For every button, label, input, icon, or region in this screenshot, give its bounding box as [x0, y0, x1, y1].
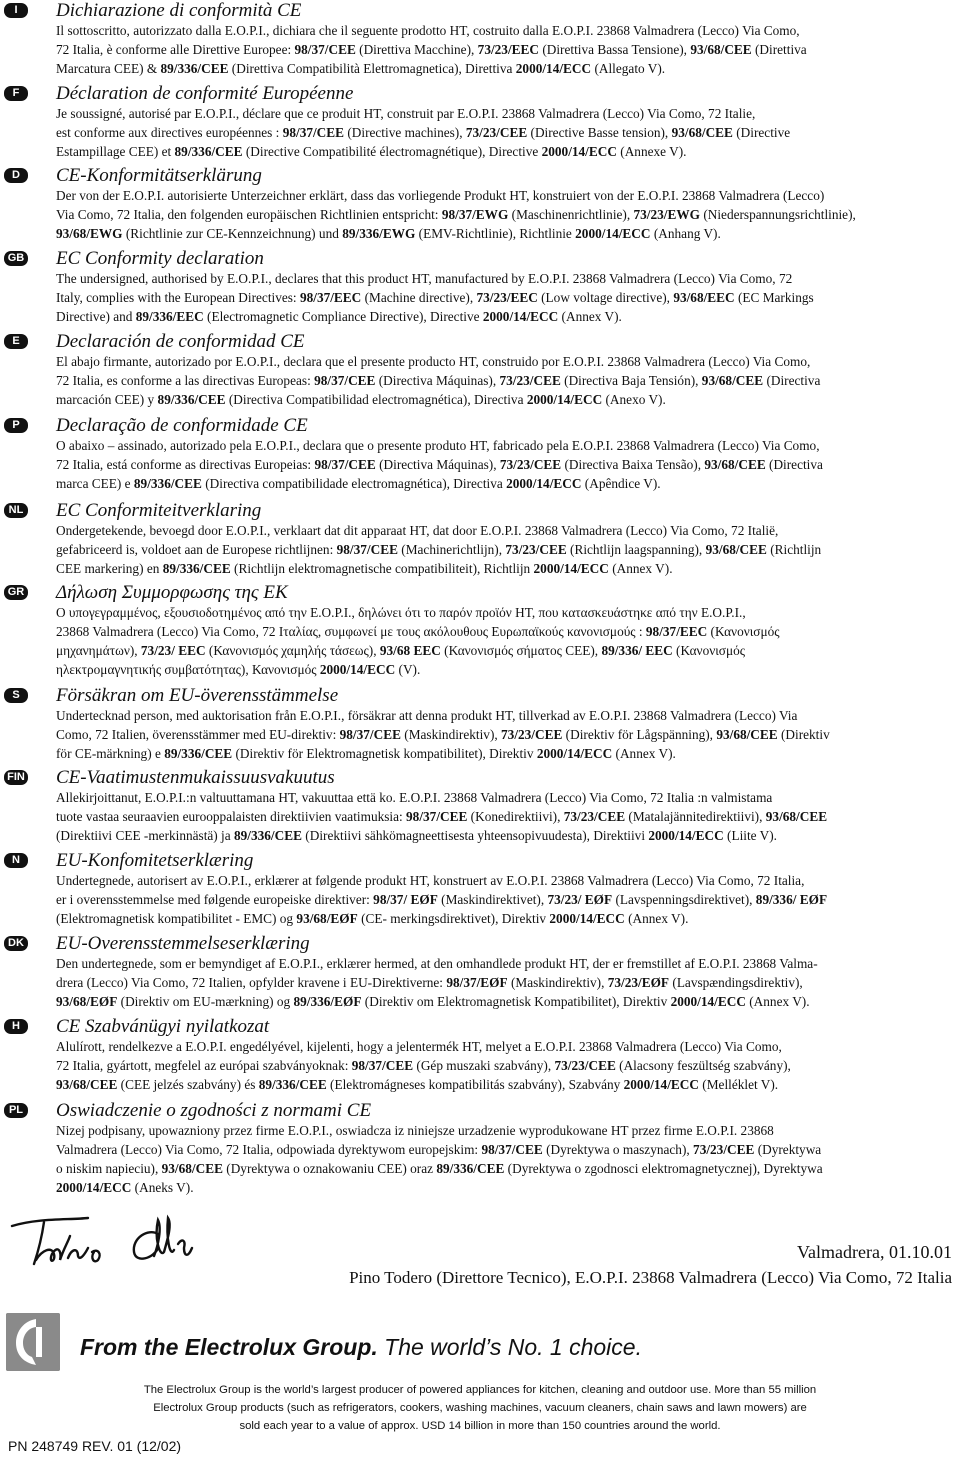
- directive-code: 93/68/EØF: [56, 994, 118, 1009]
- directive-code: 89/336/ EØF: [755, 892, 828, 907]
- body-text: (Direktiv: [777, 727, 830, 742]
- section-body: [56, 352, 940, 409]
- section-body: [56, 436, 940, 493]
- directive-code: 2000/14/ECC: [506, 476, 582, 491]
- body-text: Nizej podpisany, upowazniony przez firme E.O.P.I., oswiadcza iz niniejsze urzadzenie wyprodukowane HT przez firme E.O.P.I. 23868: [56, 1123, 774, 1138]
- section-body: [56, 788, 940, 845]
- declaration-section: [0, 500, 960, 578]
- body-text: (Κανονισμός: [707, 624, 780, 639]
- body-text: (Κανονισμός σήματος CEE),: [440, 643, 602, 658]
- body-text: (Directive: [732, 125, 791, 140]
- body-text: (Directiva Máquinas),: [375, 457, 500, 472]
- body-text: (Annexe V).: [616, 144, 687, 159]
- tagline-rest: The world’s No. 1 choice.: [377, 1334, 642, 1360]
- body-line: [56, 40, 807, 59]
- body-text: 72 Italia, è conforme alle Direttive Europee:: [56, 42, 295, 57]
- language-badge: E: [4, 334, 28, 349]
- language-badge: P: [4, 418, 28, 433]
- language-badge: GR: [4, 585, 28, 600]
- directive-code: 2000/14/ECC: [623, 1077, 699, 1092]
- body-text: Je soussigné, autorisé par E.O.P.I., déclare que ce produit HT, construit par E.O.P.I. 23868 Valmadrera (Lecco) Via Como, 72 Italie,: [56, 106, 756, 121]
- body-text: (Dyrektywa: [754, 1142, 822, 1157]
- body-text: drera (Lecco) Via Como, 72 Italien, opfylder kravene i EU-Direktiverne:: [56, 975, 447, 990]
- section-title: CE Szabvánügyi nyilatkozat: [56, 1016, 270, 1037]
- body-text: (Apêndice V).: [581, 476, 661, 491]
- directive-code: 73/23/CEE: [693, 1142, 755, 1157]
- directive-code: 98/37/CEE: [314, 457, 376, 472]
- language-badge: NL: [4, 503, 28, 518]
- directive-code: 98/37/EØF: [446, 975, 508, 990]
- language-badge: DK: [4, 936, 28, 951]
- declaration-section: [0, 685, 960, 763]
- body-line: [56, 1140, 821, 1159]
- blurb-line: sold each year to a value of approx. USD 14 billion in more than 150 countries around the world.: [239, 1420, 721, 1432]
- body-text: Como, 72 Italien, överensstämmer med EU-direktiv:: [56, 727, 340, 742]
- body-text: (Directive Basse tension),: [527, 125, 672, 140]
- body-text: (Annex V).: [612, 746, 676, 761]
- body-text: (Direttiva Compatibilità Elettromagnetica), Direttiva: [228, 61, 516, 76]
- body-text: (Liite V).: [723, 828, 778, 843]
- directive-code: 2000/14/ECC: [515, 61, 592, 76]
- footer-blurb: [70, 1381, 890, 1435]
- directive-code: 89/336/EWG: [342, 226, 416, 241]
- body-line: [56, 1159, 823, 1178]
- section-title: Försäkran om EU-överensstämmelse: [56, 685, 339, 706]
- body-text: 72 Italia, está conforme as directivas Europeias:: [56, 457, 315, 472]
- section-body: [56, 269, 940, 326]
- body-line: [56, 954, 818, 973]
- body-line: [56, 603, 746, 622]
- section-body: [56, 603, 940, 679]
- body-text: (Directiva: [763, 373, 821, 388]
- section-body: [56, 954, 940, 1011]
- body-line: [56, 186, 824, 205]
- directive-code: 98/37/EEC: [299, 290, 362, 305]
- body-text: Allekirjoittanut, E.O.P.I.:n valtuuttamana HT, vakuuttaa että ko. E.O.P.I. 23868 Valmadrera (Lecco) Via Como, 72 Italia :n valmistama: [56, 790, 773, 805]
- body-text: (Richtlijn: [766, 542, 822, 557]
- section-title: EU-Konfomitetserklæring: [56, 850, 254, 871]
- directive-code: 73/23/ EØF: [547, 892, 613, 907]
- body-text: (Richtlinie zur CE-Kennzeichnung) und: [122, 226, 343, 241]
- body-text: (Aneks V).: [131, 1180, 194, 1195]
- body-line: [56, 909, 688, 928]
- body-line: [56, 455, 823, 474]
- directive-code: 73/23/CEE: [554, 1058, 616, 1073]
- body-text: O abaixo – assinado, autorizado pela E.O.P.I., declara que o presente produto HT, fabricado pela E.O.P.I. 23868 Valmadrera (Lecco) Via Como,: [56, 438, 820, 453]
- directive-code: 98/37/CEE: [406, 809, 468, 824]
- electrolux-logo-icon: [6, 1313, 60, 1371]
- body-text: er i overensstemmelse med følgende europeiske direktiver:: [56, 892, 374, 907]
- directive-code: 89/336/EØF: [293, 994, 362, 1009]
- body-text: Italy, complies with the European Directives:: [56, 290, 300, 305]
- body-text: (Annex V).: [624, 911, 689, 926]
- declaration-section: [0, 933, 960, 1011]
- body-text: (Directive Compatibilité électromagnétique), Directive: [242, 144, 542, 159]
- body-text: (Directive machines),: [344, 125, 466, 140]
- section-title: Declaração de conformidade CE: [56, 415, 308, 436]
- body-text: (Dyrektywa o maszynach),: [542, 1142, 694, 1157]
- directive-code: 2000/14/ECC: [549, 911, 625, 926]
- body-text: Via Como, 72 Italia, den folgenden europäischen Richtlinien entspricht:: [56, 207, 442, 222]
- body-line: [56, 744, 676, 763]
- section-body: [56, 104, 940, 161]
- body-text: (Directiva: [765, 457, 823, 472]
- directive-code: 73/23/EØF: [607, 975, 670, 990]
- section-body: [56, 706, 940, 763]
- body-text: (EC Markings: [734, 290, 814, 305]
- directive-code: 73/23/EEC: [477, 42, 539, 57]
- section-title: EU-Overensstemmelseserklæring: [56, 933, 310, 954]
- directive-code: 2000/14/ECC: [319, 662, 396, 677]
- body-text: tuote vastaa seuraavien eurooppalaisten direktiivien vaatimuksia:: [56, 809, 407, 824]
- body-line: [56, 269, 792, 288]
- body-text: (Directiva compatibilidade electromagnética), Directiva: [201, 476, 507, 491]
- body-text: (Maskindirektivet),: [437, 892, 548, 907]
- body-text: Directive) and: [56, 309, 136, 324]
- body-line: [56, 807, 827, 826]
- body-text: Valmadrera (Lecco) Via Como, 72 Italia, odpowiada dyrektywom europejskim:: [56, 1142, 482, 1157]
- section-body: [56, 1121, 940, 1197]
- directive-code: 93/68/CEE: [701, 373, 764, 388]
- directive-code: 89/336/CEE: [162, 561, 231, 576]
- body-text: (Κανονισμός: [672, 643, 746, 658]
- body-text: (Electromagnetic Compliance Directive), Directive: [203, 309, 483, 324]
- body-text: (Konedirektiivi),: [467, 809, 564, 824]
- directive-code: 2000/14/ECC: [670, 994, 746, 1009]
- body-text: (Κανονισμός χαμηλής τάσεως),: [205, 643, 380, 658]
- section-body: [56, 186, 940, 243]
- tagline-strong: From the Electrolux Group.: [80, 1334, 378, 1360]
- body-text: (Annex V).: [558, 309, 622, 324]
- body-text: (Richtlijn laagspanning),: [566, 542, 706, 557]
- body-text: (Directiva Máquinas),: [375, 373, 500, 388]
- directive-code: 93/68/EEC: [673, 290, 735, 305]
- body-line: [56, 1056, 791, 1075]
- language-badge: D: [4, 168, 28, 183]
- directive-code: 73/23/ EEC: [140, 643, 206, 658]
- body-text: (Dyrektywa o oznakowaniu CEE) oraz: [222, 1161, 437, 1176]
- body-text: (Machinerichtlijn),: [397, 542, 506, 557]
- body-text: (Richtlijn elektromagnetische compatibiliteit), Richtlijn: [230, 561, 534, 576]
- body-text: (EMV-Richtlinie), Richtlinie: [415, 226, 576, 241]
- body-text: (Direttiva: [751, 42, 807, 57]
- blurb-line: Electrolux Group products (such as refrigerators, cookers, washing machines, vacuum cleaners, chain saws and lawn mowers) are: [153, 1402, 807, 1414]
- body-text: Ondergetekende, bevoegd door E.O.P.I., verklaart dat dit apparaat HT, dat door E.O.P.I. 23868 Valmadrera (Lecco) Via Como, 72 Italië,: [56, 523, 779, 538]
- directive-code: 98/37/CEE: [351, 1058, 414, 1073]
- directive-code: 98/37/CEE: [339, 727, 401, 742]
- body-text: (Maskindirektiv),: [400, 727, 502, 742]
- directive-code: 98/37/CEE: [336, 542, 398, 557]
- body-text: Der von der E.O.P.I. autorisierte Unterzeichner erklärt, dass das vorliegende Produkt HT, konstruiert von der E.O.P.I. 23868 Valmadrera (Lecco): [56, 188, 825, 203]
- directive-code: 73/23/EEC: [476, 290, 538, 305]
- body-text: (Lavspændingsdirektiv),: [669, 975, 803, 990]
- body-line: [56, 540, 821, 559]
- directive-code: 93/68/CEE: [56, 1077, 118, 1092]
- body-text: Den undertegnede, som er bemyndiget af E.O.P.I., erklærer hermed, at den omhandlede produkt HT, der er fremstillet af E.O.P.I. 23868 Valma-: [56, 956, 818, 971]
- body-text: (Anexo V).: [602, 392, 666, 407]
- body-text: 72 Italia, es conforme a las directivas Europeas:: [56, 373, 315, 388]
- body-text: (Melléklet V).: [698, 1077, 779, 1092]
- language-badge: I: [4, 3, 28, 18]
- body-text: (Directiva Baja Tensión),: [560, 373, 702, 388]
- body-line: [56, 660, 420, 679]
- body-text: The undersigned, authorised by E.O.P.I., declares that this product HT, manufactured by E.O.P.I. 23868 Valmadrera (Lecco) Via Como, 72: [56, 271, 793, 286]
- body-text: (Allegato V).: [591, 61, 666, 76]
- directive-code: 93/68 EEC: [379, 643, 441, 658]
- directive-code: 89/336/CEE: [160, 61, 229, 76]
- body-text: (Machine directive),: [361, 290, 477, 305]
- body-line: [56, 123, 790, 142]
- directive-code: 2000/14/ECC: [526, 392, 603, 407]
- body-text: (Gép muszaki szabvány),: [413, 1058, 555, 1073]
- body-text: Alulírott, rendelkezve a E.O.P.I. engedélyével, kijelenti, hogy a jelentermék HT, melyet a E.O.P.I. 23868 Valmadrera (Lecco) Via Como,: [56, 1039, 782, 1054]
- body-text: (Directiva Compatibilidad electromagnética), Directiva: [225, 392, 527, 407]
- directive-code: 98/37/CEE: [282, 125, 345, 140]
- body-line: [56, 21, 800, 40]
- directive-code: 93/68/CEE: [704, 457, 766, 472]
- body-line: [56, 871, 804, 890]
- body-line: [56, 288, 814, 307]
- directive-code: 93/68/EWG: [56, 226, 123, 241]
- place-date: Valmadrera, 01.10.01: [797, 1242, 952, 1262]
- body-text: marcación CEE) y: [56, 392, 158, 407]
- body-line: [56, 352, 810, 371]
- language-badge: PL: [4, 1103, 28, 1118]
- body-line: [56, 390, 666, 409]
- language-badge: F: [4, 86, 28, 101]
- body-text: för CE-märkning) e: [56, 746, 165, 761]
- directive-code: 98/37/CEE: [314, 373, 376, 388]
- body-text: (Dyrektywa o zgodnosci elektromagnetycznej), Dyrektywa: [504, 1161, 823, 1176]
- body-text: (Elektromágneses kompatibilitás szabvány), Szabvány: [326, 1077, 624, 1092]
- body-text: (Lavspenningsdirektivet),: [612, 892, 756, 907]
- body-text: (Alacsony feszültség szabvány),: [615, 1058, 791, 1073]
- body-line: [56, 59, 665, 78]
- directive-code: 73/23/EWG: [633, 207, 700, 222]
- body-text: (Direktiv om EU-mærkning) og: [117, 994, 294, 1009]
- body-text: Il sottoscritto, autorizzato dalla E.O.P.I., dichiara che il seguente prodotto HT, costruito dalla E.O.P.I. 23868 Valmadrera (Lecco) Via Como,: [56, 23, 800, 38]
- directive-code: 89/336/ EEC: [601, 643, 673, 658]
- directive-code: 89/336/CEE: [233, 828, 302, 843]
- body-text: (Anhang V).: [650, 226, 721, 241]
- section-title: EC Conformity declaration: [56, 248, 264, 269]
- body-line: [56, 307, 622, 326]
- directive-code: 89/336/CEE: [258, 1077, 327, 1092]
- body-line: [56, 826, 777, 845]
- body-text: (Elektromagnetisk kompatibilitet - EMC) og: [56, 911, 297, 926]
- directive-code: 93/68/CEE: [716, 727, 778, 742]
- body-text: Estampillage CEE) et: [56, 144, 175, 159]
- section-title: Dichiarazione di conformità CE: [56, 0, 302, 21]
- body-line: [56, 559, 673, 578]
- body-text: (Maskindirektiv),: [507, 975, 608, 990]
- directive-code: 73/23/CEE: [465, 125, 528, 140]
- body-line: [56, 205, 856, 224]
- directive-code: 93/68/CEE: [690, 42, 752, 57]
- directive-code: 73/23/CEE: [563, 809, 626, 824]
- section-title: EC Conformiteitverklaring: [56, 500, 262, 521]
- body-text: (CE- merkingsdirektivet), Direktiv: [357, 911, 550, 926]
- directive-code: 93/68/CEE: [765, 809, 828, 824]
- body-text: marca CEE) e: [56, 476, 134, 491]
- blurb-line: The Electrolux Group is the world’s largest producer of powered appliances for kitchen, cleaning and outdoor use. More than 55 million: [143, 1384, 817, 1396]
- directive-code: 93/68/EØF: [296, 911, 358, 926]
- handwritten-signature: [8, 1208, 238, 1270]
- body-text: (Direttiva Macchine),: [355, 42, 478, 57]
- directive-code: 93/68/CEE: [161, 1161, 223, 1176]
- declaration-section: [0, 165, 960, 243]
- declaration-section: [0, 767, 960, 845]
- body-text: (Matalajännitedirektiivi),: [625, 809, 766, 824]
- directive-code: 89/336/EEC: [135, 309, 204, 324]
- body-text: (Maschinenrichtlinie),: [508, 207, 634, 222]
- declaration-section: [0, 1016, 960, 1094]
- section-title: CE-Vaatimustenmukaissuusvakuutus: [56, 767, 335, 788]
- body-text: (Annex V).: [745, 994, 810, 1009]
- directive-code: 98/37/EWG: [441, 207, 509, 222]
- body-text: (Direktiivi CEE -merkinnästä) ja: [56, 828, 234, 843]
- body-line: [56, 104, 755, 123]
- part-number: PN 248749 REV. 01 (12/02): [8, 1438, 182, 1454]
- body-text: (Low voltage directive),: [537, 290, 674, 305]
- section-title: Δήλωση Συμμορφωσης της ΕΚ: [56, 582, 288, 603]
- body-line: [56, 706, 797, 725]
- body-line: [56, 725, 830, 744]
- directive-code: 98/37/ EØF: [373, 892, 438, 907]
- body-text: CEE markering) en: [56, 561, 163, 576]
- directive-code: 73/23/CEE: [505, 542, 567, 557]
- directive-code: 2000/14/ECC: [648, 828, 724, 843]
- directive-code: 2000/14/ECC: [575, 226, 651, 241]
- declaration-section: [0, 0, 960, 78]
- body-line: [56, 992, 810, 1011]
- directive-code: 89/336/CEE: [174, 144, 243, 159]
- body-text: est conforme aux directives européennes :: [56, 125, 283, 140]
- footer-tagline: [80, 1333, 642, 1361]
- body-text: (CEE jelzés szabvány) és: [117, 1077, 259, 1092]
- body-line: [56, 622, 780, 641]
- body-text: El abajo firmante, autorizado por E.O.P.I., declara que el presente producto HT, construido por E.O.P.I. 23868 Valmadrera (Lecco) Via Como,: [56, 354, 811, 369]
- body-text: (Annex V).: [608, 561, 673, 576]
- body-line: [56, 1037, 782, 1056]
- directive-code: 2000/14/ECC: [482, 309, 559, 324]
- directive-code: 98/37/EEC: [645, 624, 708, 639]
- body-text: (Direktiv om Elektromagnetisk Kompatibilitet), Direktiv: [361, 994, 671, 1009]
- signatory-line: Pino Todero (Direttore Tecnico), E.O.P.I. 23868 Valmadrera (Lecco) Via Como, 72 Italia: [349, 1268, 952, 1287]
- directive-code: 2000/14/ECC: [56, 1180, 132, 1195]
- body-text: 72 Italia, gyártott, megfelel az európai szabványoknak:: [56, 1058, 352, 1073]
- body-line: [56, 890, 827, 909]
- body-text: (Directiva Baixa Tensão),: [561, 457, 705, 472]
- body-line: [56, 788, 772, 807]
- directive-code: 93/68/CEE: [671, 125, 733, 140]
- language-badge: H: [4, 1019, 28, 1034]
- section-title: Oswiadczenie o zgodności z normami CE: [56, 1100, 372, 1121]
- section-body: [56, 1037, 940, 1094]
- directive-code: 93/68/CEE: [705, 542, 767, 557]
- directive-code: 89/336/CEE: [157, 392, 226, 407]
- body-line: [56, 1121, 774, 1140]
- body-line: [56, 436, 820, 455]
- directive-code: 98/37/CEE: [294, 42, 356, 57]
- body-line: [56, 224, 721, 243]
- body-text: (Direktiv för Lågspänning),: [562, 727, 717, 742]
- body-text: (Niederspannungsrichtlinie),: [700, 207, 856, 222]
- section-title: CE-Konformitätserklärung: [56, 165, 262, 186]
- directive-code: 73/23/CEE: [501, 727, 563, 742]
- section-body: [56, 871, 940, 928]
- body-line: [56, 1075, 778, 1094]
- section-body: [56, 521, 940, 578]
- body-line: [56, 142, 687, 161]
- body-text: μηχανημάτων),: [56, 643, 141, 658]
- body-text: Undertegnede, autorisert av E.O.P.I., erklærer at følgende produkt HT, konstruert av E.O.P.I. 23868 Valmadrera (Lecco) Via Como, 72 Italia,: [56, 873, 805, 888]
- body-text: (Direktiv för Elektromagnetisk kompatibilitet), Direktiv: [232, 746, 537, 761]
- declaration-section: [0, 1100, 960, 1197]
- directive-code: 98/37/CEE: [481, 1142, 543, 1157]
- body-text: gefabriceerd is, voldoet aan de Europese richtlijnen:: [56, 542, 337, 557]
- declaration-section: [0, 248, 960, 326]
- section-title: Declaración de conformidad CE: [56, 331, 305, 352]
- body-text: o niskim napieciu),: [56, 1161, 162, 1176]
- body-line: [56, 474, 661, 493]
- body-text: Undertecknad person, med auktorisation från E.O.P.I., försäkrar att denna produkt HT, tillverkad av E.O.P.I. 23868 Valmadrera (Lecco) Via: [56, 708, 798, 723]
- directive-code: 2000/14/ECC: [533, 561, 609, 576]
- body-text: Marcatura CEE) &: [56, 61, 161, 76]
- language-badge: GB: [4, 251, 28, 266]
- directive-code: 89/336/CEE: [133, 476, 202, 491]
- directive-code: 73/23/CEE: [499, 373, 561, 388]
- directive-code: 89/336/CEE: [164, 746, 233, 761]
- body-line: [56, 371, 820, 390]
- body-text: (V).: [395, 662, 421, 677]
- directive-code: 2000/14/ECC: [541, 144, 617, 159]
- body-text: 23868 Valmadrera (Lecco) Via Como, 72 Ιταλίας, συμφωνεί με τους ακόλουθους Ευρωπαϊκούς κανονισμούς :: [56, 624, 646, 639]
- body-text: ηλεκτρομαγνητικής συμβατότητας), Κανονισμός: [56, 662, 320, 677]
- declaration-section: [0, 850, 960, 928]
- declaration-section: [0, 415, 960, 493]
- body-line: [56, 1178, 194, 1197]
- body-line: [56, 521, 778, 540]
- directive-code: 2000/14/ECC: [536, 746, 613, 761]
- language-badge: S: [4, 688, 28, 703]
- body-line: [56, 641, 745, 660]
- body-text: Ο υπογεγραμμένος, εξουσιοδοτημένος από την E.O.P.I., δηλώνει ότι το παρόν προϊόν HT, που κατασκευάστηκε από την E.O.P.I.,: [56, 605, 746, 620]
- section-body: [56, 21, 940, 78]
- directive-code: 73/23/CEE: [499, 457, 562, 472]
- declaration-section: [0, 83, 960, 161]
- language-badge: FIN: [4, 770, 28, 785]
- body-text: (Direktiivi sähkömagneettisesta yhteensopivuudesta), Direktiivi: [301, 828, 649, 843]
- declaration-section: [0, 582, 960, 679]
- language-badge: N: [4, 853, 28, 868]
- declaration-section: [0, 331, 960, 409]
- body-line: [56, 973, 803, 992]
- body-text: (Direttiva Bassa Tensione),: [539, 42, 691, 57]
- section-title: Déclaration de conformité Européenne: [56, 83, 354, 104]
- directive-code: 89/336/CEE: [436, 1161, 505, 1176]
